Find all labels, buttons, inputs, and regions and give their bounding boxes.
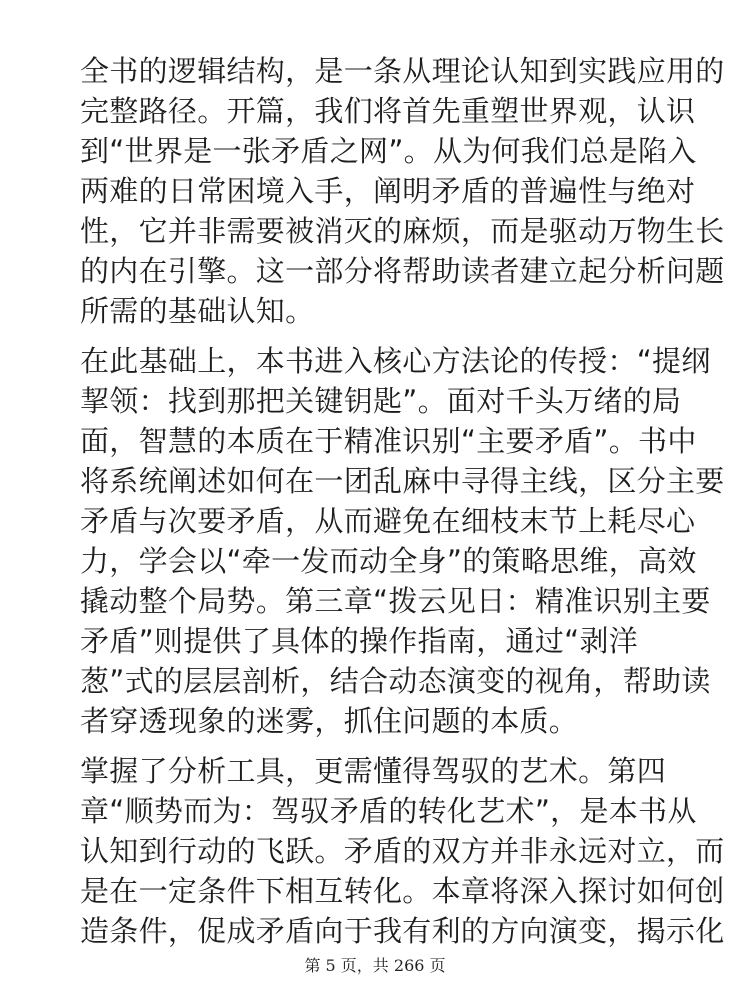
- text-line: 是在一定条件下相互转化。本章将深入探讨如何创: [80, 874, 725, 908]
- paragraph: [80, 51, 725, 331]
- text-line: 葱”式的层层剖析，结合动态演变的视角，帮助读: [80, 664, 711, 698]
- text-line: 的内在引擎。这一部分将帮助读者建立起分析问题: [80, 254, 725, 288]
- body-text: [80, 51, 725, 961]
- text-line: 面，智慧的本质在于精准识别“主要矛盾”。书中: [80, 424, 697, 458]
- text-line: 矛盾”则提供了具体的操作指南，通过“剥洋: [80, 624, 639, 658]
- text-line: 将系统阐述如何在一团乱麻中寻得主线，区分主要: [80, 464, 725, 498]
- text-line: 两难的日常困境入手，阐明矛盾的普遍性与绝对: [80, 174, 696, 208]
- text-line: 所需的基础认知。: [80, 294, 315, 328]
- text-line: 撬动整个局势。第三章“拨云见日：精准识别主要: [80, 584, 711, 618]
- text-line: 到“世界是一张矛盾之网”。从为何我们总是陷入: [80, 134, 697, 168]
- text-line: 挈领：找到那把关键钥匙”。面对千头万绪的局: [80, 384, 682, 418]
- text-line: 章“顺势而为：驾驭矛盾的转化艺术”，是本书从: [80, 794, 697, 828]
- text-line: 认知到行动的飞跃。矛盾的双方并非永远对立，而: [80, 834, 725, 868]
- text-line: 完整路径。开篇，我们将首先重塑世界观，认识: [80, 94, 696, 128]
- text-line: 全书的逻辑结构，是一条从理论认知到实践应用的: [80, 54, 725, 88]
- text-line: 掌握了分析工具，更需懂得驾驭的艺术。第四: [80, 754, 667, 788]
- text-line: 在此基础上，本书进入核心方法论的传授：“提纲: [80, 344, 711, 378]
- text-line: 力，学会以“牵一发而动全身”的策略思维，高效: [80, 544, 697, 578]
- text-line: 矛盾与次要矛盾，从而避免在细枝末节上耗尽心: [80, 504, 696, 538]
- page-number-footer: 第 5 页，共 266 页: [304, 956, 446, 975]
- paragraph: [80, 751, 725, 951]
- text-line: 性，它并非需要被消灭的麻烦，而是驱动万物生长: [80, 214, 725, 248]
- text-line: 者穿透现象的迷雾，抓住问题的本质。: [80, 704, 579, 738]
- paragraph: [80, 341, 725, 741]
- text-line: 造条件，促成矛盾向于我有利的方向演变，揭示化: [80, 914, 725, 948]
